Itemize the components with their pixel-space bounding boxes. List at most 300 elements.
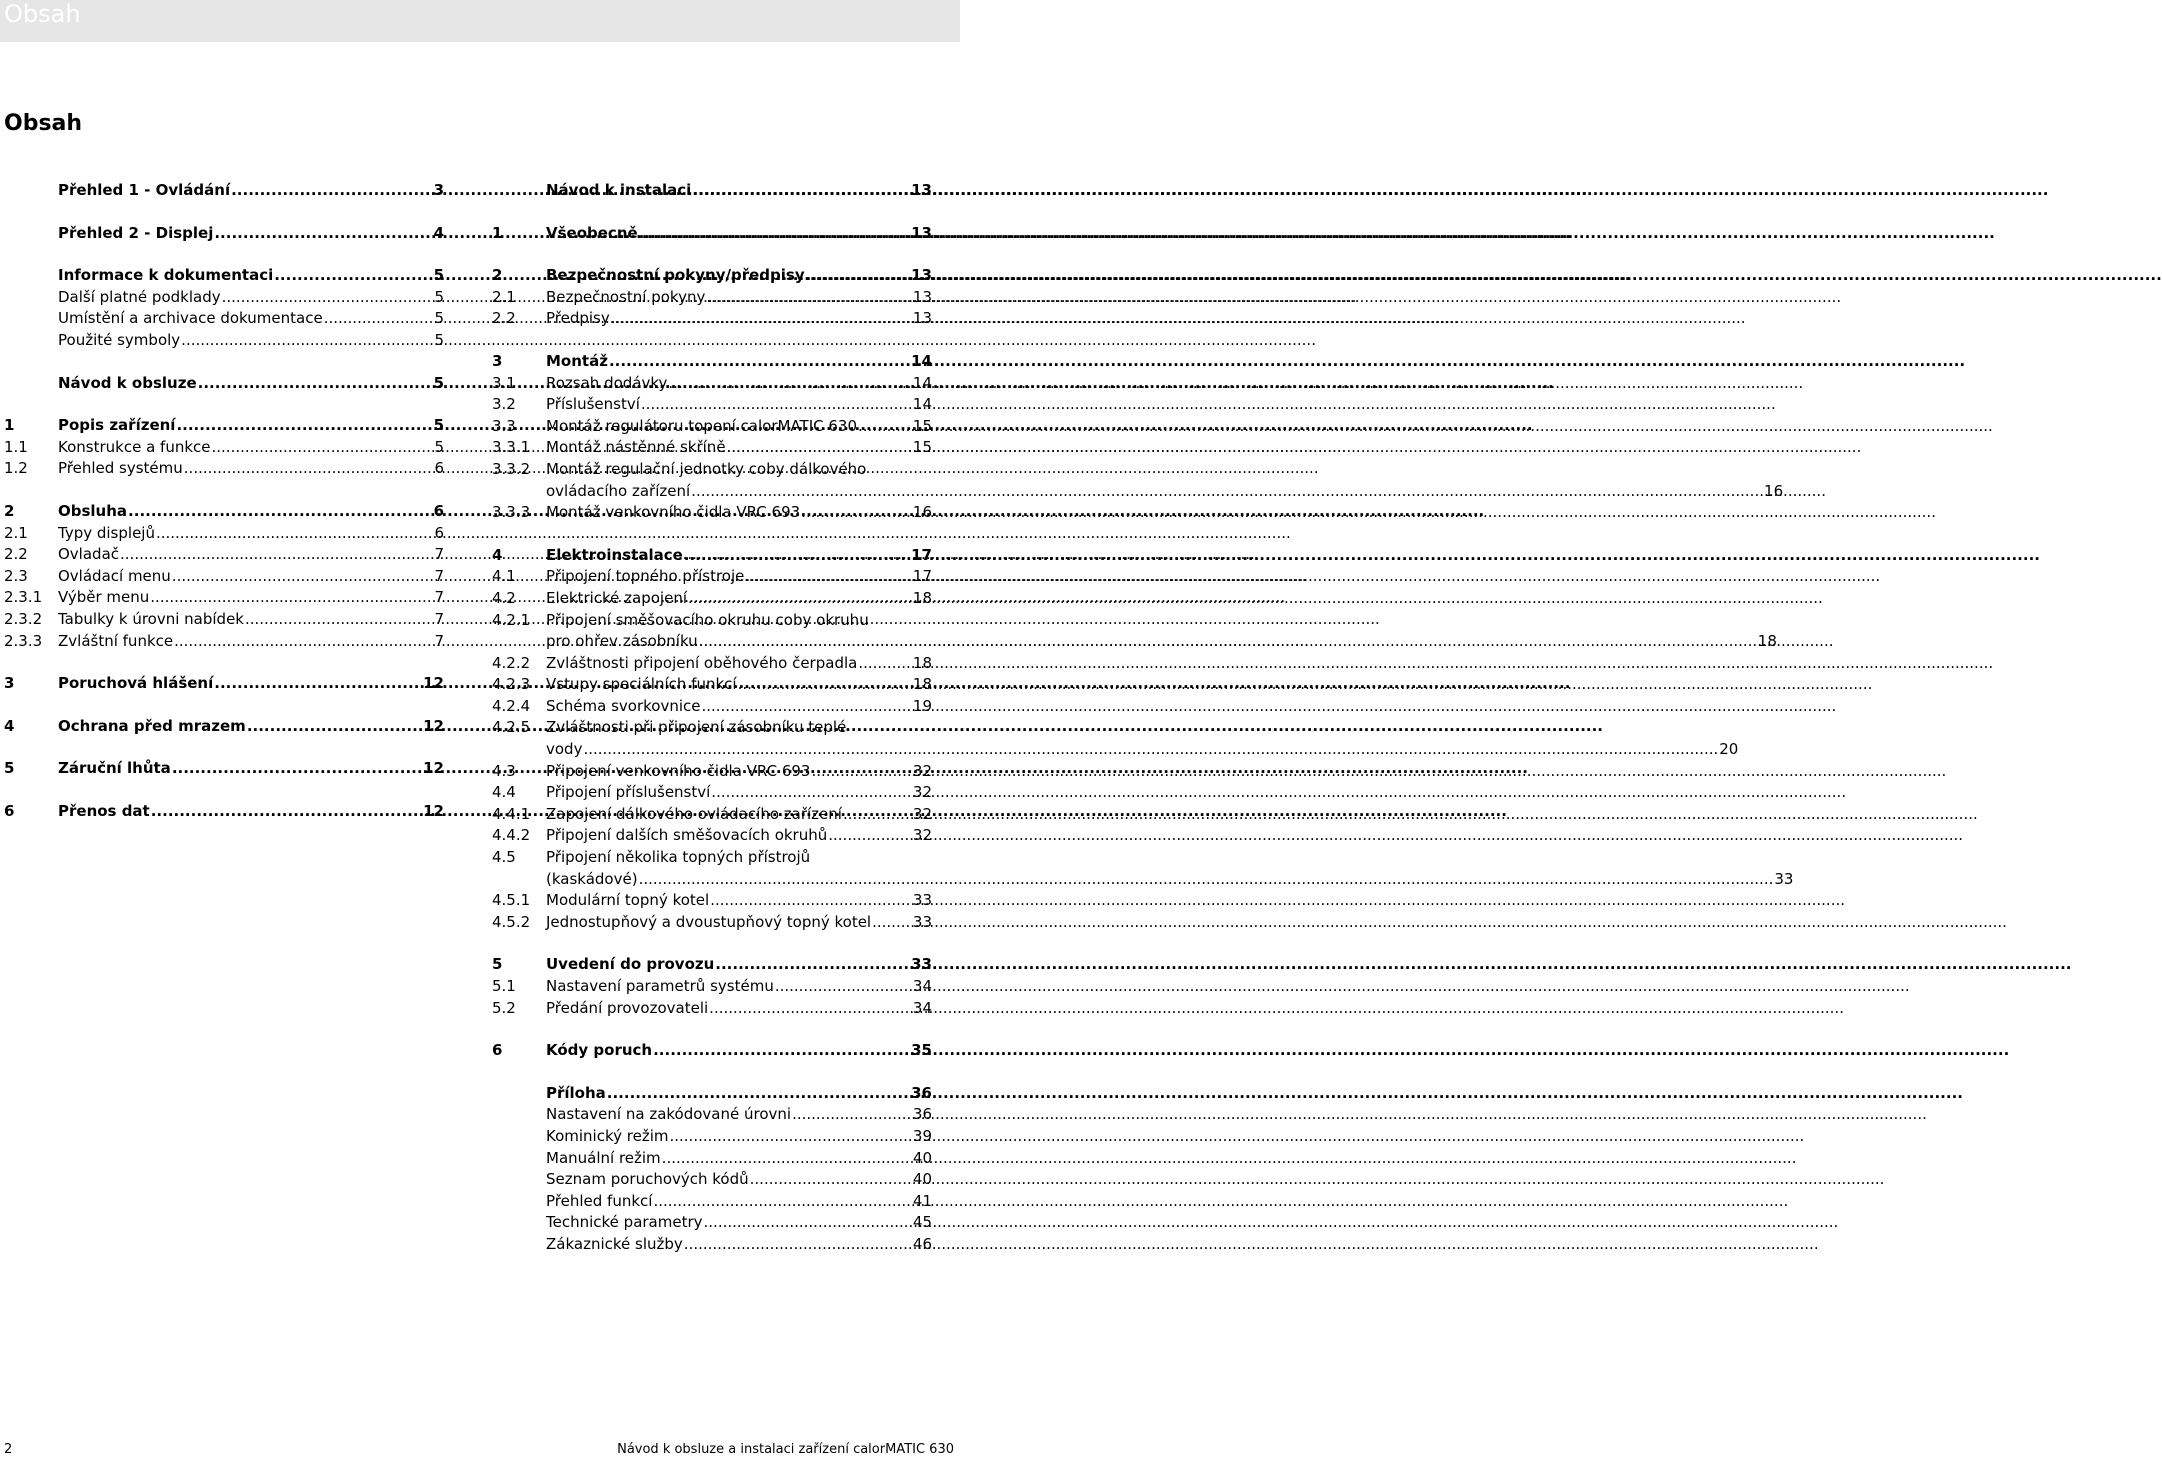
toc-spacer: [492, 933, 932, 954]
toc-entry-page: 35: [911, 1041, 932, 1060]
toc-entry[interactable]: [492, 416, 932, 438]
toc-spacer: [4, 737, 444, 758]
toc-leader-dots: [174, 631, 433, 653]
toc-spacer: [4, 352, 444, 373]
toc-leader-dots: [641, 394, 912, 416]
toc-entry-page: 5: [434, 437, 444, 456]
toc-entry-page: 6: [433, 501, 444, 520]
toc-entry-page: 18: [1757, 632, 1777, 651]
toc-entry-number: 5.2: [492, 998, 516, 1017]
toc-entry-title: Připojení několika topných přístrojů: [546, 848, 811, 867]
toc-entry-page: 12: [423, 801, 444, 820]
toc-entry-page: 6: [434, 523, 444, 542]
toc-entry-page: 45: [912, 1213, 932, 1232]
toc-entry-title: Přehled systému: [58, 459, 183, 478]
toc-leader-dots: [156, 523, 433, 545]
page-title: Obsah: [4, 111, 83, 136]
toc-entry-title: Přenos dat: [58, 801, 150, 820]
toc-entry-title: Použité symboly: [58, 330, 181, 349]
toc-entry-page: 12: [423, 674, 444, 693]
toc-entry-title: Zvláštnosti při připojení zásobníku teplé: [546, 718, 847, 737]
toc-leader-dots: [699, 631, 1757, 653]
toc-entry[interactable]: [4, 609, 444, 631]
toc-entry-number: 4.1: [492, 567, 516, 586]
toc-entry-wrapped: [546, 847, 1793, 890]
toc-entry[interactable]: [492, 954, 932, 976]
toc-entry-number: 4.2.1: [492, 610, 531, 629]
toc-entry-page: 15: [912, 416, 932, 435]
toc-leader-dots: [709, 998, 912, 1020]
toc-entry-number: 4.2: [492, 588, 516, 607]
toc-leader-dots: [858, 653, 912, 675]
toc-entry-title: Přehled 2 - Displej: [58, 223, 214, 242]
toc-entry-page: 32: [912, 783, 932, 802]
toc-entry-title: Uvedení do provozu: [546, 955, 715, 974]
toc-entry-number: 4.2.3: [492, 675, 531, 694]
toc-spacer: [492, 244, 932, 265]
toc-leader-dots: [172, 758, 422, 780]
toc-leader-dots: [198, 373, 433, 395]
toc-leader-dots: [684, 1234, 912, 1256]
toc-entry-title: Příslušenství: [546, 395, 640, 414]
toc-entry-page: 40: [912, 1148, 932, 1167]
toc-entry-page: 7: [434, 566, 444, 585]
toc-entry[interactable]: [492, 1169, 932, 1191]
toc-entry-page: 16: [912, 503, 932, 522]
toc-leader-dots: [120, 544, 433, 566]
toc-entry-title-cont: [546, 739, 1738, 761]
toc-leader-dots: [611, 308, 912, 330]
toc-entry[interactable]: [492, 566, 932, 588]
toc-entry-number: 5.1: [492, 977, 516, 995]
toc-entry[interactable]: [492, 459, 1784, 502]
toc-entry-number: 1: [492, 223, 503, 242]
toc-entry-page: 5: [434, 287, 444, 306]
toc-entry[interactable]: [492, 373, 932, 395]
toc-entry-title: Připojení topného přístroje: [546, 567, 745, 586]
toc-entry-number: 2.3.1: [4, 588, 43, 607]
toc-entry-title-cont: [546, 869, 1793, 891]
toc-entry[interactable]: [4, 544, 444, 566]
toc-leader-dots: [184, 458, 434, 480]
toc-entry-page: 14: [911, 351, 932, 370]
toc-entry-title: Montáž regulační jednotky coby dálkového: [546, 459, 867, 478]
toc-leader-dots: [727, 437, 912, 459]
toc-leader-dots: [172, 566, 434, 588]
toc-leader-dots: [843, 804, 912, 826]
toc-entry-page: 36: [912, 1105, 932, 1124]
toc-entry-page: 7: [434, 588, 444, 607]
toc-entry[interactable]: [492, 1083, 932, 1105]
toc-leader-dots: [274, 265, 432, 287]
toc-entry-number: 2.2: [4, 545, 28, 564]
toc-entry-title: Montáž: [546, 351, 608, 370]
toc-entry-title: Schéma svorkovnice: [546, 696, 701, 715]
toc-entry[interactable]: [492, 1212, 932, 1234]
toc-entry-number: 2: [4, 501, 15, 520]
toc-entry-page: 17: [912, 567, 932, 586]
toc-entry-number: 3: [492, 351, 503, 370]
toc-entry[interactable]: [492, 847, 1794, 890]
toc-entry-page: 13: [911, 266, 932, 285]
toc-entry-title: Montáž venkovního čidla VRC 693: [546, 503, 801, 522]
toc-entry-number: 2.1: [4, 523, 28, 542]
toc-entry-title: Nastavení parametrů systému: [546, 977, 774, 995]
toc-spacer: [4, 244, 444, 265]
toc-entry[interactable]: [4, 308, 444, 330]
toc-entry-page: 14: [912, 373, 932, 392]
toc-entry-number: 3.2: [492, 395, 516, 414]
toc-entry-title: Elektroinstalace: [546, 545, 683, 564]
toc-spacer: [492, 524, 932, 545]
toc-entry-number: 5: [492, 955, 503, 974]
toc-leader-dots: [222, 287, 434, 309]
toc-entry[interactable]: [4, 415, 444, 437]
toc-entry[interactable]: [4, 587, 444, 609]
toc-entry[interactable]: [4, 373, 444, 395]
toc-entry[interactable]: [492, 265, 932, 287]
toc-entry[interactable]: [492, 1191, 932, 1213]
toc-entry-number: 3.1: [492, 373, 516, 392]
toc-leader-dots: [214, 223, 432, 245]
toc-leader-dots: [775, 976, 912, 998]
toc-entry[interactable]: [4, 287, 444, 309]
toc-entry-number: 4: [492, 545, 503, 564]
toc-leader-dots: [684, 545, 910, 567]
toc-entry-number: 1.1: [4, 437, 28, 456]
toc-entry-page: 34: [912, 998, 932, 1017]
toc-entry[interactable]: [492, 696, 932, 718]
toc-entry-number: 4.4.1: [492, 804, 531, 823]
toc-entry[interactable]: [492, 674, 932, 696]
toc-entry-page: 32: [912, 826, 932, 845]
toc-entry-page: 7: [434, 631, 444, 650]
toc-entry-title: Ovladač: [58, 545, 120, 564]
toc-entry-title: Informace k dokumentaci: [58, 266, 274, 285]
toc-entry-page: 6: [434, 459, 444, 478]
toc-leader-dots: [669, 1126, 911, 1148]
toc-spacer: [4, 695, 444, 716]
toc-entry[interactable]: [492, 976, 932, 998]
toc-entry[interactable]: [492, 502, 932, 524]
toc-entry-number: 4.5.1: [492, 891, 531, 910]
toc-entry-page: 5: [434, 330, 444, 349]
toc-spacer: [4, 480, 444, 501]
toc-entry[interactable]: [492, 825, 932, 847]
toc-entry[interactable]: [4, 330, 444, 352]
toc-entry[interactable]: [492, 717, 1739, 760]
toc-entry-page: 16: [1764, 481, 1784, 500]
toc-leader-dots: [811, 761, 911, 783]
toc-entry-title-cont: [546, 481, 1783, 503]
toc-entry[interactable]: [492, 287, 932, 309]
toc-entry-title: Bezpečnostní pokyny/předpisy: [546, 266, 805, 285]
toc-leader-dots: [872, 912, 912, 934]
toc-entry[interactable]: [492, 1040, 932, 1062]
toc-entry-title: Připojení dalších směšovacích okruhů: [546, 826, 828, 845]
toc-entry-page: 15: [912, 438, 932, 457]
toc-leader-dots: [738, 674, 912, 696]
toc-entry-title: Montáž nástěnné skříně: [546, 438, 726, 457]
toc-leader-dots: [176, 415, 432, 437]
toc-leader-dots: [668, 373, 912, 395]
toc-entry-title: Umístění a archivace dokumentace: [58, 309, 323, 328]
toc-entry-title: Výběr menu: [58, 588, 150, 607]
toc-entry-title: Předání provozovateli: [546, 998, 709, 1017]
toc-entry[interactable]: [4, 180, 444, 202]
toc-entry[interactable]: [492, 308, 932, 330]
toc-left-column: [4, 180, 444, 822]
toc-entry-title: Kominický režim: [546, 1126, 669, 1145]
toc-entry-title: Technické parametry: [546, 1213, 703, 1232]
toc-entry-title: Připojení směšovacího okruhu coby okruhu: [546, 610, 869, 629]
footer-doc-title: Návod k obsluze a instalaci zařízení calorMATIC 630: [617, 1442, 954, 1457]
toc-entry-page: 32: [912, 804, 932, 823]
toc-entry-number: 4.2.2: [492, 653, 531, 672]
toc-entry-page: 33: [911, 955, 932, 974]
toc-entry-title-line2: pro ohřev zásobníku: [546, 632, 698, 651]
toc-entry[interactable]: [492, 1148, 932, 1170]
toc-entry-title: Ovládací menu: [58, 566, 171, 585]
toc-entry[interactable]: [4, 631, 444, 653]
toc-entry-wrapped: [546, 610, 1777, 653]
toc-entry-page: 5: [434, 309, 444, 328]
toc-entry[interactable]: [4, 758, 444, 780]
toc-entry-page: 39: [912, 1126, 932, 1145]
toc-spacer: [4, 780, 444, 801]
toc-entry-page: 33: [912, 891, 932, 910]
toc-leader-dots: [583, 739, 1718, 761]
toc-entry-title: Bezpečnostní pokyny: [546, 287, 706, 306]
toc-entry-number: 5: [4, 759, 15, 778]
toc-entry-title-line2: (kaskádové): [546, 869, 638, 888]
toc-leader-dots: [750, 1169, 912, 1191]
toc-leader-dots: [701, 696, 911, 718]
toc-entry-number: 1: [4, 416, 15, 435]
toc-entry[interactable]: [4, 458, 444, 480]
toc-entry-page: 3: [433, 181, 444, 199]
toc-entry-page: 7: [434, 609, 444, 628]
toc-entry-page: 7: [434, 545, 444, 564]
toc-leader-dots: [128, 501, 433, 523]
toc-right-column: [492, 180, 1794, 1256]
toc-entry-page: 13: [912, 287, 932, 306]
toc-leader-dots: [692, 180, 910, 202]
toc-entry-title-cont: [546, 631, 1777, 653]
toc-entry-title: Přehled 1 - Ovládání: [58, 181, 231, 199]
toc-entry-number: 2.3.3: [4, 631, 43, 650]
toc-entry[interactable]: [4, 501, 444, 523]
toc-leader-dots: [653, 1040, 910, 1062]
toc-leader-dots: [806, 265, 910, 287]
toc-entry-title-line2: ovládacího zařízení: [546, 481, 691, 500]
toc-entry-wrapped: [546, 717, 1738, 760]
header-title: Obsah: [4, 0, 81, 28]
toc-entry[interactable]: [492, 890, 932, 912]
toc-entry[interactable]: [492, 223, 932, 245]
toc-entry[interactable]: [4, 801, 444, 823]
toc-entry-title: Příloha: [546, 1083, 606, 1102]
toc-entry-page: 14: [912, 395, 932, 414]
toc-entry[interactable]: [492, 761, 932, 783]
toc-entry[interactable]: [492, 998, 932, 1020]
toc-entry-title: Návod k instalaci: [546, 181, 692, 199]
toc-entry[interactable]: [492, 180, 932, 202]
toc-entry-title: Další platné podklady: [58, 287, 221, 306]
toc-leader-dots: [609, 351, 910, 373]
toc-leader-dots: [662, 1148, 912, 1170]
toc-entry[interactable]: [492, 437, 932, 459]
toc-entry-title: Typy displejů: [58, 523, 155, 542]
toc-leader-dots: [212, 437, 434, 459]
toc-entry-title: Zvláštní funkce: [58, 631, 174, 650]
toc-entry-title: Kódy poruch: [546, 1041, 653, 1060]
toc-entry-page: 36: [911, 1083, 932, 1102]
toc-entry-title: Manuální režim: [546, 1148, 661, 1167]
toc-entry[interactable]: [4, 265, 444, 287]
toc-entry[interactable]: [492, 653, 932, 675]
toc-leader-dots: [214, 673, 422, 695]
toc-leader-dots: [653, 1191, 911, 1213]
toc-entry-number: 2.2: [492, 309, 516, 328]
toc-entry-page: 12: [423, 716, 444, 735]
toc-entry-title: Nastavení na zakódované úrovni: [546, 1105, 792, 1124]
toc-leader-dots: [245, 609, 433, 631]
toc-entry[interactable]: [492, 588, 932, 610]
toc-entry-number: 2: [492, 266, 503, 285]
toc-entry[interactable]: [492, 545, 932, 567]
toc-entry[interactable]: [492, 394, 932, 416]
toc-spacer: [4, 652, 444, 673]
toc-entry-page: 40: [912, 1170, 932, 1189]
toc-entry-title: Elektrické zapojení: [546, 588, 688, 607]
toc-entry-title: Obsluha: [58, 501, 128, 520]
toc-entry[interactable]: [4, 673, 444, 695]
toc-entry-title: Rozsah dodávky: [546, 373, 668, 392]
toc-entry-title: Zvláštnosti připojení oběhového čerpadla: [546, 653, 858, 672]
toc-leader-dots: [150, 587, 433, 609]
toc-leader-dots: [706, 287, 912, 309]
toc-entry[interactable]: [492, 610, 1777, 653]
toc-leader-dots: [324, 308, 434, 330]
toc-entry[interactable]: [4, 716, 444, 738]
toc-leader-dots: [858, 416, 912, 438]
toc-entry-title: Připojení příslušenství: [546, 783, 711, 802]
toc-entry-title: Zákaznické služby: [546, 1234, 683, 1253]
toc-entry-page: 18: [912, 675, 932, 694]
toc-leader-dots: [704, 1212, 912, 1234]
toc-entry[interactable]: [492, 351, 932, 373]
toc-leader-dots: [688, 588, 912, 610]
toc-entry[interactable]: [492, 1126, 932, 1148]
toc-spacer: [492, 330, 932, 351]
toc-leader-dots: [828, 825, 912, 847]
toc-entry-page: 12: [423, 759, 444, 778]
toc-entry-title: Zapojení dálkového ovládacího zařízení: [546, 804, 842, 823]
toc-entry-number: 2.1: [492, 287, 516, 306]
toc-leader-dots: [639, 869, 1774, 891]
toc-entry-title: Návod k obsluze: [58, 373, 197, 392]
toc-leader-dots: [231, 180, 432, 202]
toc-entry-number: 2.3.2: [4, 609, 43, 628]
toc-leader-dots: [607, 1083, 910, 1105]
toc-entry-page: 41: [912, 1191, 932, 1210]
toc-entry-title: Připojení venkovního čidla VRC 693: [546, 761, 811, 780]
toc-entry-number: 4.5: [492, 848, 516, 867]
toc-entry[interactable]: [4, 523, 444, 545]
toc-entry-title: Modulární topný kotel: [546, 891, 710, 910]
toc-entry-number: 6: [492, 1041, 503, 1060]
toc-entry-page: 20: [1719, 740, 1739, 759]
toc-leader-dots: [639, 223, 910, 245]
toc-entry[interactable]: [492, 1234, 932, 1256]
toc-entry-page: 34: [912, 977, 932, 995]
toc-entry[interactable]: [492, 804, 932, 826]
toc-entry[interactable]: [492, 782, 932, 804]
toc-entry[interactable]: [492, 912, 932, 934]
toc-leader-dots: [745, 566, 912, 588]
toc-leader-dots: [715, 954, 910, 976]
toc-entry-page: 5: [433, 266, 444, 285]
header-bar: [0, 0, 960, 42]
toc-entry-number: 4.2.5: [492, 718, 531, 737]
toc-entry-page: 19: [912, 696, 932, 715]
toc-entry-page: 5: [433, 373, 444, 392]
toc-spacer: [4, 202, 444, 223]
toc-spacer: [492, 1062, 932, 1083]
toc-leader-dots: [181, 330, 433, 352]
page-number: 2: [4, 1442, 13, 1457]
toc-entry-wrapped: [546, 459, 1783, 502]
toc-entry[interactable]: [4, 437, 444, 459]
toc-entry-title: Konstrukce a funkce: [58, 437, 211, 456]
toc-leader-dots: [711, 782, 912, 804]
toc-entry[interactable]: [492, 1104, 932, 1126]
toc-entry-number: 4.4.2: [492, 826, 531, 845]
toc-entry-page: 33: [1774, 869, 1794, 888]
toc-leader-dots: [691, 481, 1763, 503]
toc-entry-number: 3.3: [492, 416, 516, 435]
toc-entry[interactable]: [4, 223, 444, 245]
toc-entry-number: 6: [4, 801, 15, 820]
toc-entry-page: 46: [912, 1234, 932, 1253]
toc-entry-page: 18: [912, 653, 932, 672]
toc-entry-number: 3.3.2: [492, 459, 531, 478]
toc-entry-number: 1.2: [4, 459, 28, 478]
toc-entry-number: 3.3.1: [492, 438, 531, 457]
toc-entry-page: 18: [912, 588, 932, 607]
toc-leader-dots: [247, 716, 422, 738]
toc-spacer: [492, 202, 932, 223]
toc-entry-title: Montáž regulátoru topení calorMATIC 630: [546, 416, 857, 435]
toc-entry-page: 13: [911, 223, 932, 242]
toc-spacer: [492, 1019, 932, 1040]
toc-leader-dots: [151, 801, 422, 823]
toc-entry-page: 4: [433, 223, 444, 242]
toc-entry-title: Jednostupňový a dvoustupňový topný kotel: [546, 912, 872, 931]
toc-entry-number: 2.3: [4, 566, 28, 585]
toc-entry-title: Seznam poruchových kódů: [546, 1170, 749, 1189]
toc-entry-title: Poruchová hlášení: [58, 674, 214, 693]
toc-entry[interactable]: [4, 566, 444, 588]
toc-entry-title: Popis zařízení: [58, 416, 176, 435]
toc-leader-dots: [710, 890, 912, 912]
toc-entry-page: 13: [912, 309, 932, 328]
toc-entry-page: 5: [433, 416, 444, 435]
toc-entry-title-line2: vody: [546, 740, 583, 759]
toc-entry-number: 4.2.4: [492, 696, 531, 715]
toc-entry-page: 33: [912, 912, 932, 931]
